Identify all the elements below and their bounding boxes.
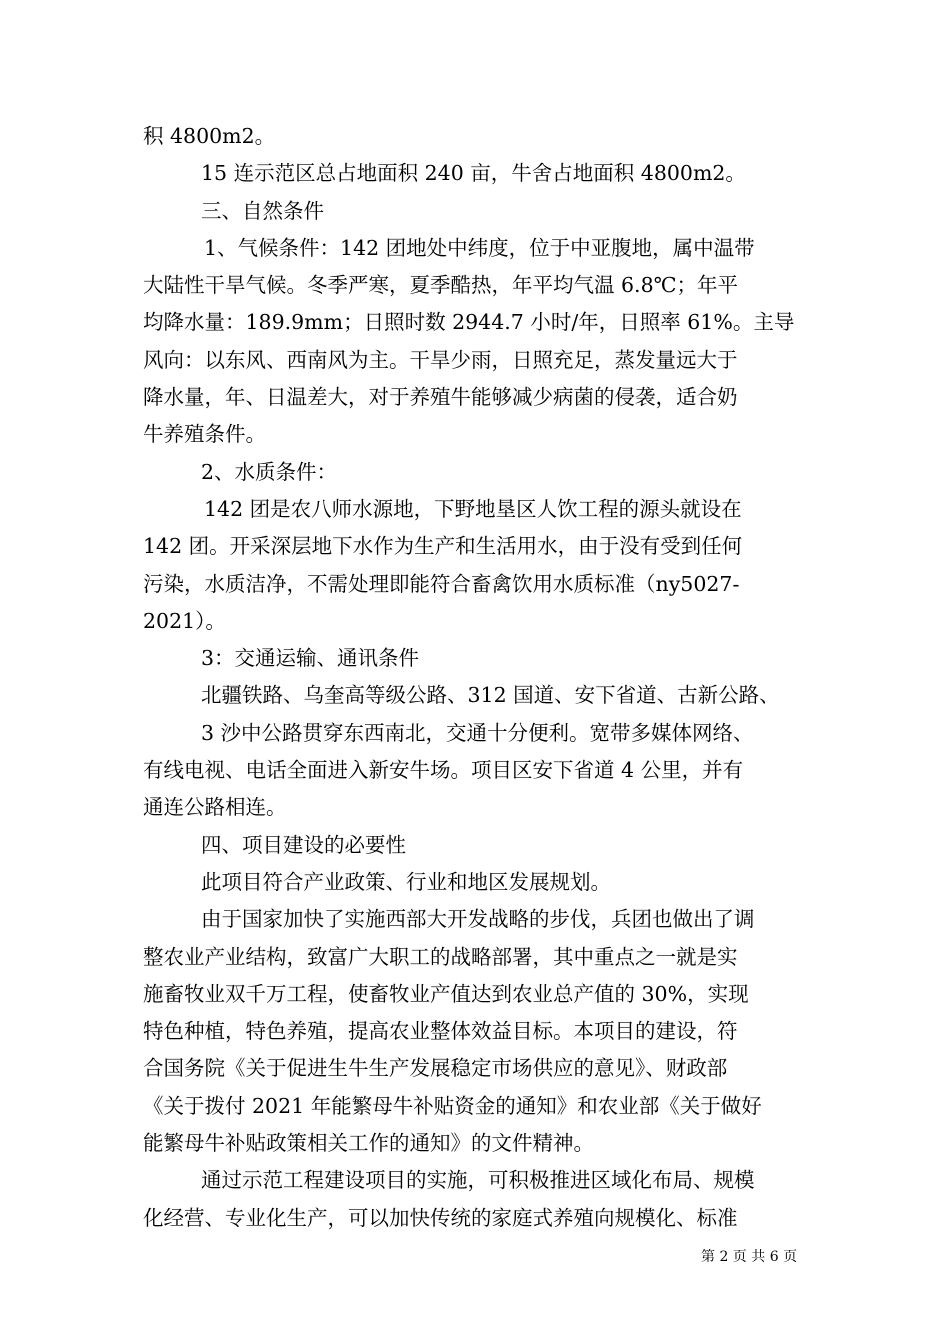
text-line: 通过示范工程建设项目的实施，可积极推进区域化布局、规模 bbox=[201, 1168, 755, 1193]
section-heading: 四、项目建设的必要性 bbox=[201, 832, 406, 857]
text-line: 污染，水质洁净，不需处理即能符合畜禽饮用水质标准（ny5027- bbox=[143, 571, 740, 596]
text-line: 《关于拨付 2021 年能繁母牛补贴资金的通知》和农业部《关于做好 bbox=[143, 1093, 762, 1118]
text-line: 由于国家加快了实施西部大开发战略的步伐，兵团也做出了调 bbox=[201, 907, 755, 932]
text-line: 风向：以东风、西南风为主。干旱少雨，日照充足，蒸发量远大于 bbox=[143, 347, 738, 372]
subsection-heading: 3：交通运输、通讯条件 bbox=[201, 646, 420, 671]
text-line: 合国务院《关于促进生牛生产发展稳定市场供应的意见》、财政部 bbox=[143, 1056, 728, 1081]
text-line: 3 沙中公路贯穿东西南北，交通十分便利。宽带多媒体网络、 bbox=[201, 720, 754, 745]
text-line: 降水量，年、日温差大，对于养殖牛能够减少病菌的侵袭，适合奶 bbox=[143, 385, 738, 410]
page-number: 第 2 页 共 6 页 bbox=[701, 1249, 798, 1265]
document-body bbox=[143, 118, 813, 1237]
subsection-heading: 2、水质条件： bbox=[201, 459, 338, 484]
text-line: 化经营、专业化生产，可以加快传统的家庭式养殖向规模化、标准 bbox=[143, 1205, 738, 1230]
text-line: 142 团。开采深层地下水作为生产和生活用水，由于没有受到任何 bbox=[143, 534, 743, 559]
text-line: 北疆铁路、乌奎高等级公路、312 国道、安下省道、古新公路、 bbox=[201, 683, 780, 708]
text-line: 牛养殖条件。 bbox=[143, 422, 266, 447]
text-line: 有线电视、电话全面进入新安牛场。项目区安下省道 4 公里，并有 bbox=[143, 758, 744, 783]
text-line: 积 4800m2。 bbox=[143, 124, 276, 148]
text-line: 15 连示范区总占地面积 240 亩，牛舍占地面积 4800m2。 bbox=[201, 161, 746, 186]
text-line: 施畜牧业双千万工程，使畜牧业产值达到农业总产值的 30%，实现 bbox=[143, 981, 749, 1006]
text-line: 整农业产业结构，致富广大职工的战略部署，其中重点之一就是实 bbox=[143, 944, 738, 969]
text-line: 均降水量：189.9mm；日照时数 2944.7 小时/年，日照率 61%。主导 bbox=[143, 310, 795, 335]
text-line: 大陆性干旱气候。冬季严寒，夏季酷热，年平均气温 6.8℃；年平 bbox=[143, 273, 739, 298]
text-line: 2021）。 bbox=[143, 608, 226, 633]
text-line: 能繁母牛补贴政策相关工作的通知》的文件精神。 bbox=[143, 1131, 594, 1156]
text-line: 特色种植，特色养殖，提高农业整体效益目标。本项目的建设，符 bbox=[143, 1019, 738, 1044]
text-line: 此项目符合产业政策、行业和地区发展规划。 bbox=[201, 869, 611, 894]
text-line: 通连公路相连。 bbox=[143, 795, 287, 820]
section-heading: 三、自然条件 bbox=[201, 198, 324, 223]
text-line: 1、气候条件：142 团地处中纬度，位于中亚腹地，属中温带 bbox=[204, 235, 755, 260]
text-line: 142 团是农八师水源地，下野地垦区人饮工程的源头就设在 bbox=[204, 496, 742, 521]
